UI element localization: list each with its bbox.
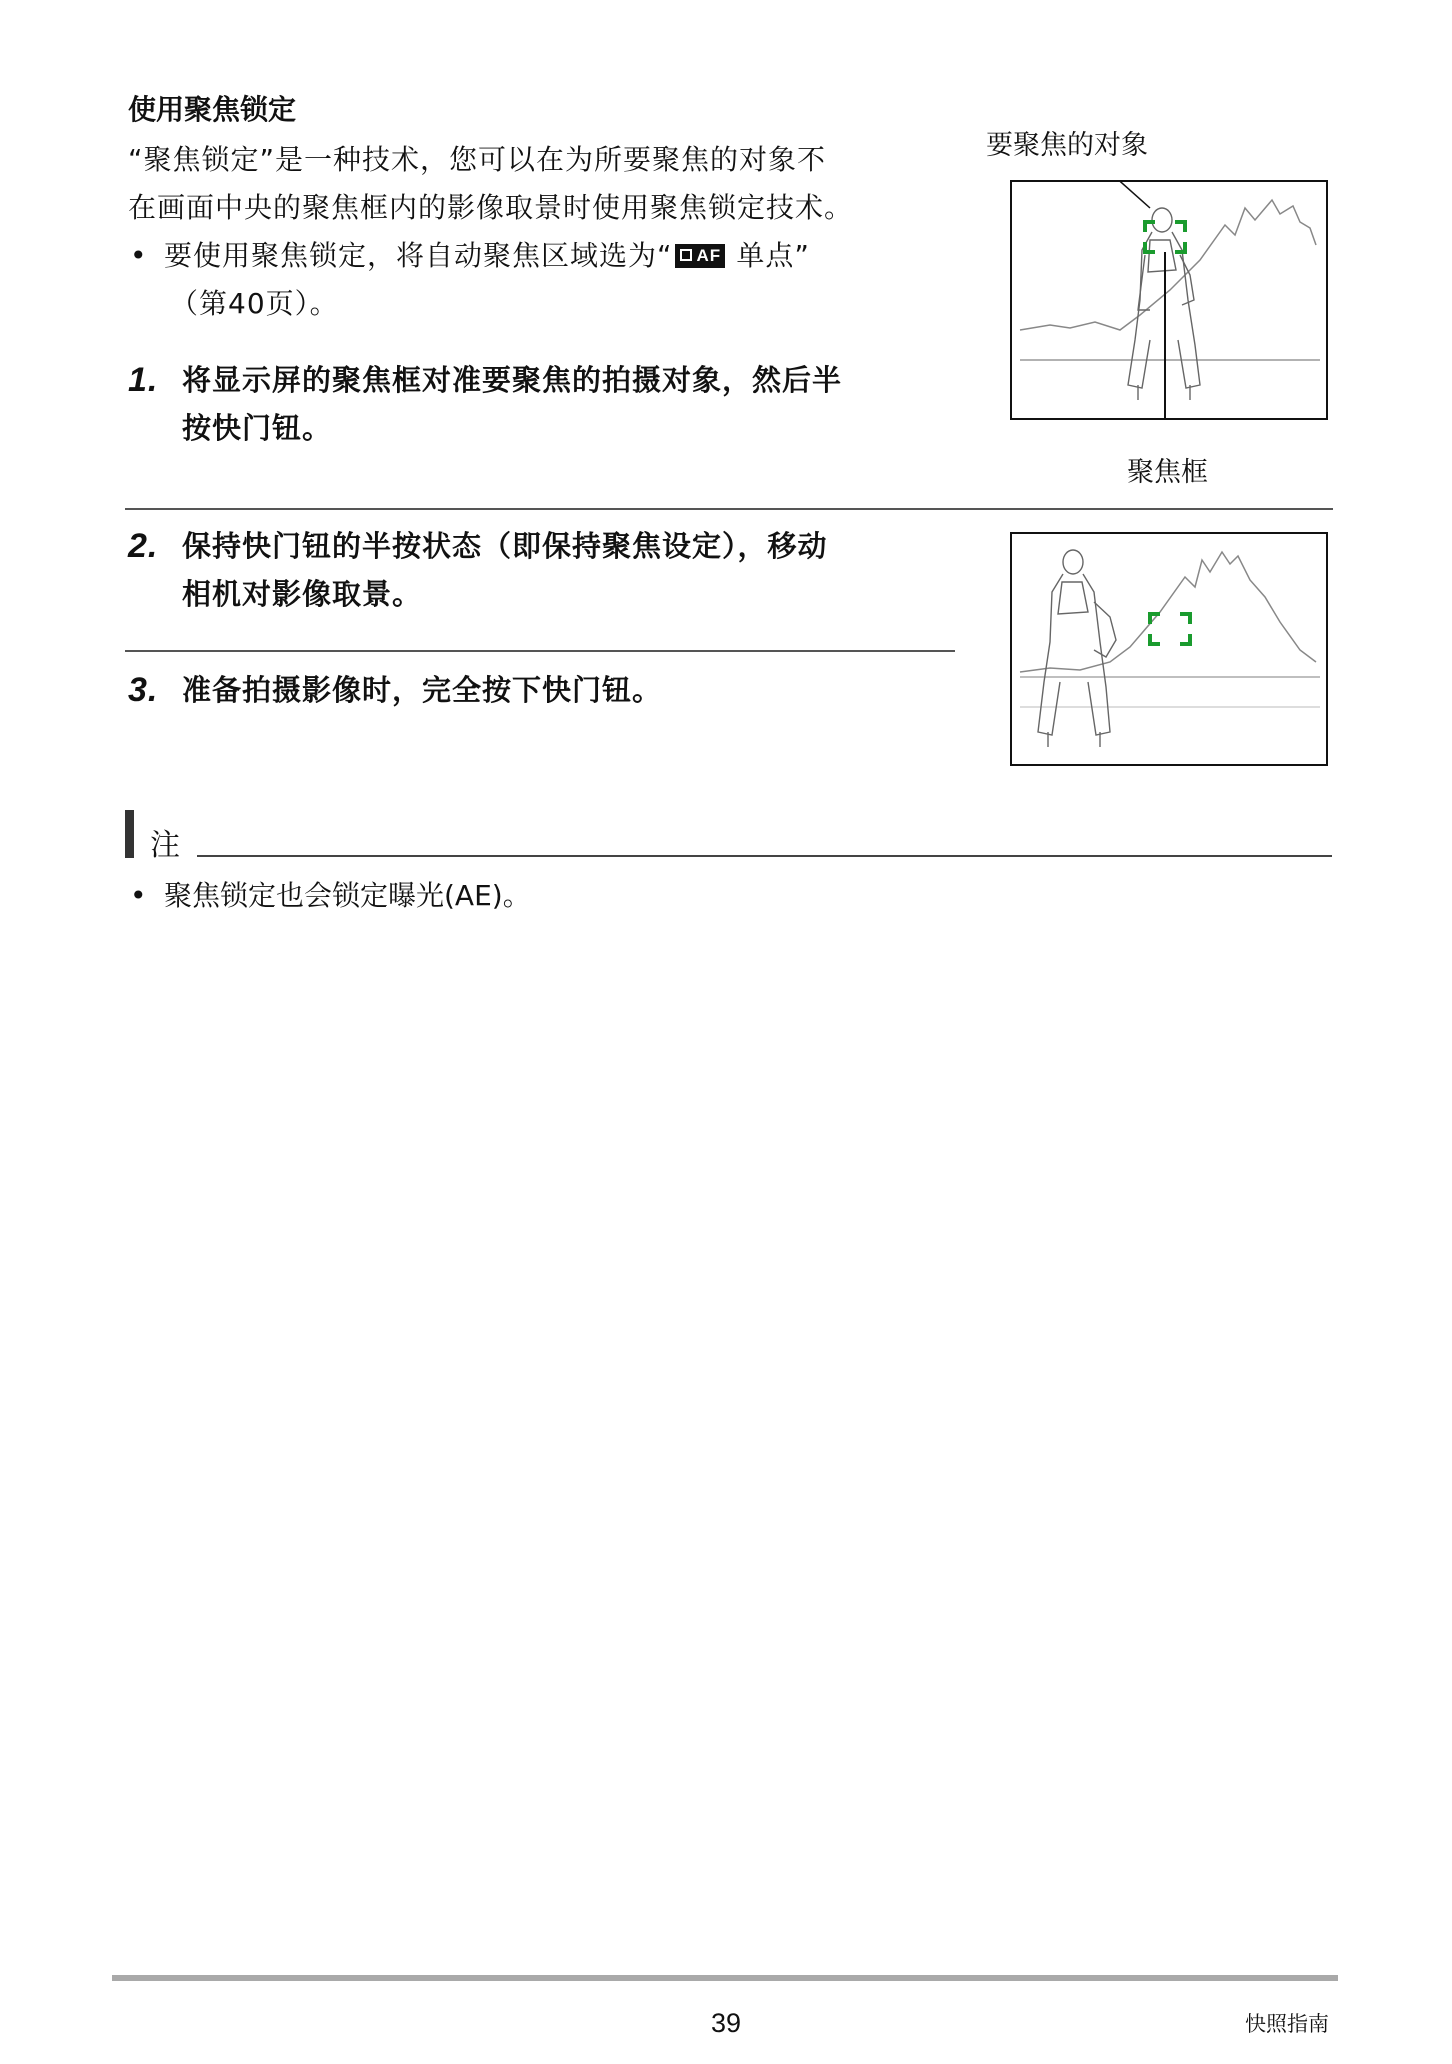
step-2-line-1: 保持快门钮的半按状态（即保持聚焦设定），移动 bbox=[182, 529, 828, 563]
step-1-line-1: 将显示屏的聚焦框对准要聚焦的拍摄对象，然后半 bbox=[182, 363, 843, 397]
bullet-text-cont: （第40页）。 bbox=[170, 287, 339, 320]
intro-text bbox=[128, 136, 958, 328]
focus-lock-illustration-1 bbox=[1010, 180, 1328, 420]
focus-frame-label: 聚焦框 bbox=[1127, 457, 1208, 488]
step-1 bbox=[128, 356, 958, 452]
bullet-text-pre: 要使用聚焦锁定，将自动聚焦区域选为“ bbox=[164, 239, 673, 272]
step-3-number: 3. bbox=[128, 671, 159, 709]
note-marker bbox=[125, 810, 134, 858]
step-3-line-1: 准备拍摄影像时，完全按下快门钮。 bbox=[182, 673, 663, 707]
focus-lock-illustration-2 bbox=[1010, 532, 1328, 766]
step-2 bbox=[128, 522, 958, 618]
note-item bbox=[128, 872, 1452, 920]
step-1-number: 1. bbox=[128, 361, 159, 399]
divider-1 bbox=[125, 508, 1333, 510]
note-rule bbox=[197, 855, 1332, 857]
single-af-icon: AF bbox=[675, 244, 725, 268]
bullet-text-post: 单点” bbox=[726, 239, 810, 272]
step-2-number: 2. bbox=[128, 527, 159, 565]
divider-2 bbox=[125, 650, 955, 652]
footer-bar bbox=[112, 1975, 1338, 1981]
subject-label: 要聚焦的对象 bbox=[986, 130, 1148, 161]
bullet-item bbox=[128, 232, 958, 328]
intro-line-1: “聚焦锁定”是一种技术，您可以在为所要聚焦的对象不 bbox=[128, 143, 827, 176]
note-item-text: 聚焦锁定也会锁定曝光(AE)。 bbox=[164, 879, 531, 912]
guide-title: 快照指南 bbox=[1245, 2012, 1329, 2036]
step-2-line-2: 相机对影像取景。 bbox=[182, 577, 423, 611]
step-1-line-2: 按快门钮。 bbox=[182, 411, 333, 445]
section-heading: 使用聚焦锁定 bbox=[128, 93, 297, 126]
note-title: 注 bbox=[150, 828, 180, 863]
step-3 bbox=[128, 666, 958, 714]
intro-line-2: 在画面中央的聚焦框内的影像取景时使用聚焦锁定技术。 bbox=[128, 191, 854, 224]
page-number: 39 bbox=[711, 2008, 742, 2038]
